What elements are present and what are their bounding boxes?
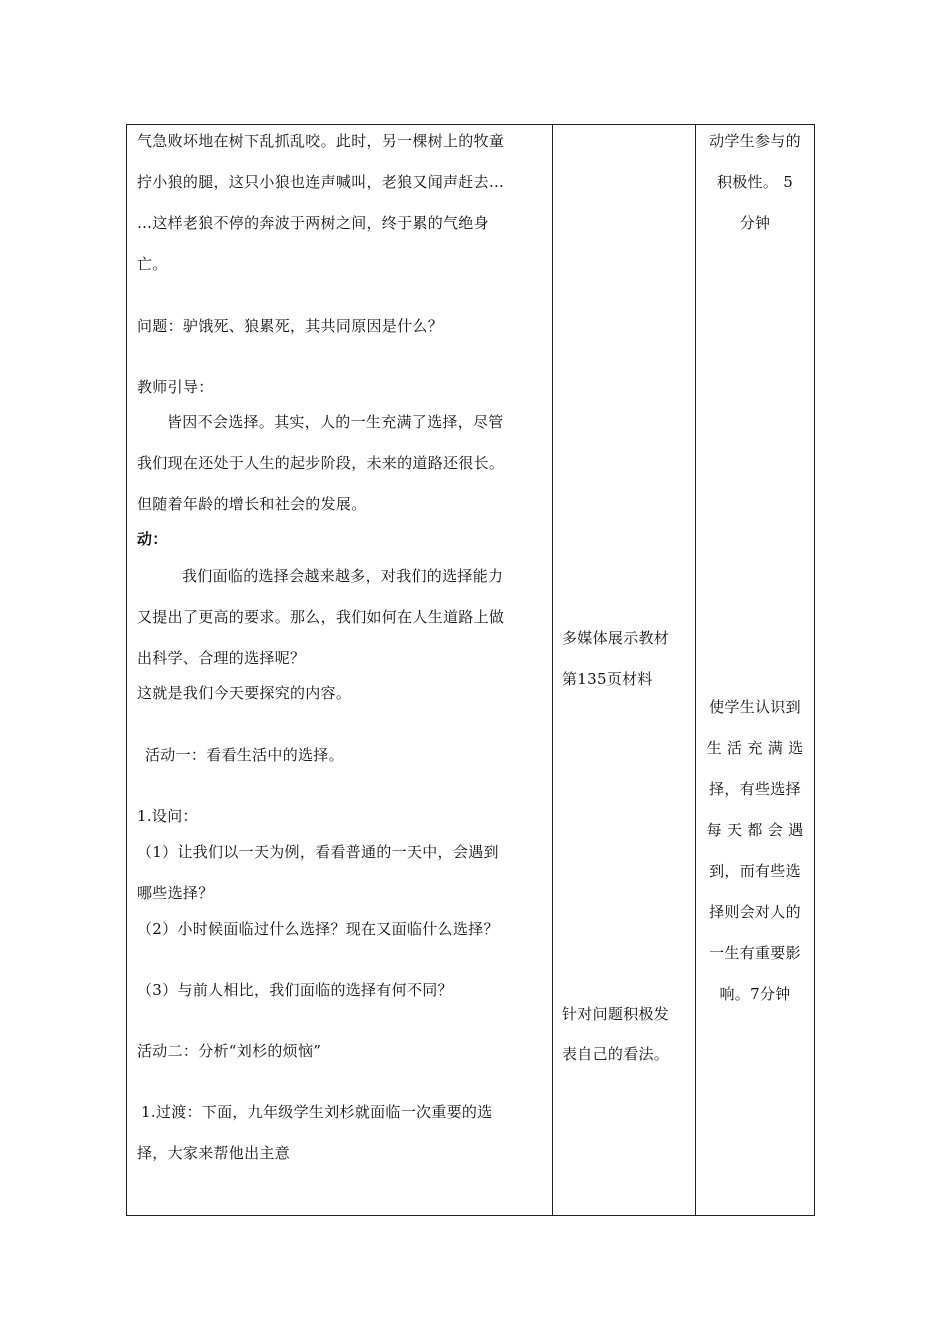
content-line: 亡。 xyxy=(137,255,168,273)
student-activity-line: 针对问题积极发 xyxy=(562,1005,670,1023)
media-cell xyxy=(553,125,695,1215)
intent-line: 每 天 都 会 遇 xyxy=(706,821,804,839)
intent-line: 动学生参与的 xyxy=(709,132,801,150)
content-line: 择，大家来帮他出主意 xyxy=(137,1144,291,1162)
design-intent-cell xyxy=(696,125,814,1215)
content-line: 哪些选择？ xyxy=(137,884,214,902)
content-line: 气急败坏地在树下乱抓乱咬。此时，另一棵树上的牧童 xyxy=(137,132,505,150)
intent-line: 响。7分钟 xyxy=(719,985,791,1003)
intent-line: 使学生认识到 xyxy=(709,698,801,716)
content-line: …这样老狼不停的奔波于两树之间，终于累的气绝身 xyxy=(137,214,489,232)
intent-line: 积极性。 5 xyxy=(716,173,794,191)
activity-one-heading: 活动一：看看生活中的选择。 xyxy=(145,746,344,764)
question-line: 问题：驴饿死、狼累死，其共同原因是什么？ xyxy=(137,317,444,335)
lesson-plan-table xyxy=(126,124,815,1216)
intent-line: 择，有些选择 xyxy=(709,780,801,798)
content-line: 出科学、合理的选择呢？ xyxy=(137,649,306,667)
content-line: 皆因不会选择。其实，人的一生充满了选择，尽管 xyxy=(167,413,504,431)
intent-line: 到，而有些选 xyxy=(709,862,801,880)
intent-line: 一生有重要影 xyxy=(709,944,801,962)
intent-line: 分钟 xyxy=(739,214,771,232)
intent-line: 生 活 充 满 选 xyxy=(706,739,804,757)
activity-two-heading: 活动二：分析“刘杉的烦恼” xyxy=(137,1042,322,1060)
teacher-guidance-heading: 教师引导： xyxy=(137,378,214,396)
content-line: 但随着年龄的增长和社会的发展。 xyxy=(137,495,367,513)
content-line: （3）与前人相比，我们面临的选择有何不同？ xyxy=(137,981,453,999)
teaching-content-cell xyxy=(127,125,552,1215)
content-line: 这就是我们今天要探究的内容。 xyxy=(137,684,352,702)
content-line: （2）小时候面临过什么选择？现在又面临什么选择？ xyxy=(137,920,499,938)
content-line: 1.设问： xyxy=(137,807,198,825)
content-line: 1.过渡：下面，九年级学生刘杉就面临一次重要的选 xyxy=(141,1103,493,1121)
content-line: 我们面临的选择会越来越多，对我们的选择能力 xyxy=(182,567,504,585)
student-activity-line: 表自己的看法。 xyxy=(562,1045,670,1063)
content-line: 我们现在还处于人生的起步阶段，未来的道路还很长。 xyxy=(137,454,505,472)
intent-line: 择则会对人的 xyxy=(709,903,801,921)
section-heading: 动： xyxy=(137,530,168,548)
content-line: 拧小狼的腿，这只小狼也连声喊叫，老狼又闻声赶去… xyxy=(137,173,505,191)
media-line: 第135页材料 xyxy=(562,670,653,688)
content-line: （1）让我们以一天为例，看看普通的一天中，会遇到 xyxy=(137,843,499,861)
content-line: 又提出了更高的要求。那么，我们如何在人生道路上做 xyxy=(137,608,505,626)
media-line: 多媒体展示教材 xyxy=(562,629,670,647)
